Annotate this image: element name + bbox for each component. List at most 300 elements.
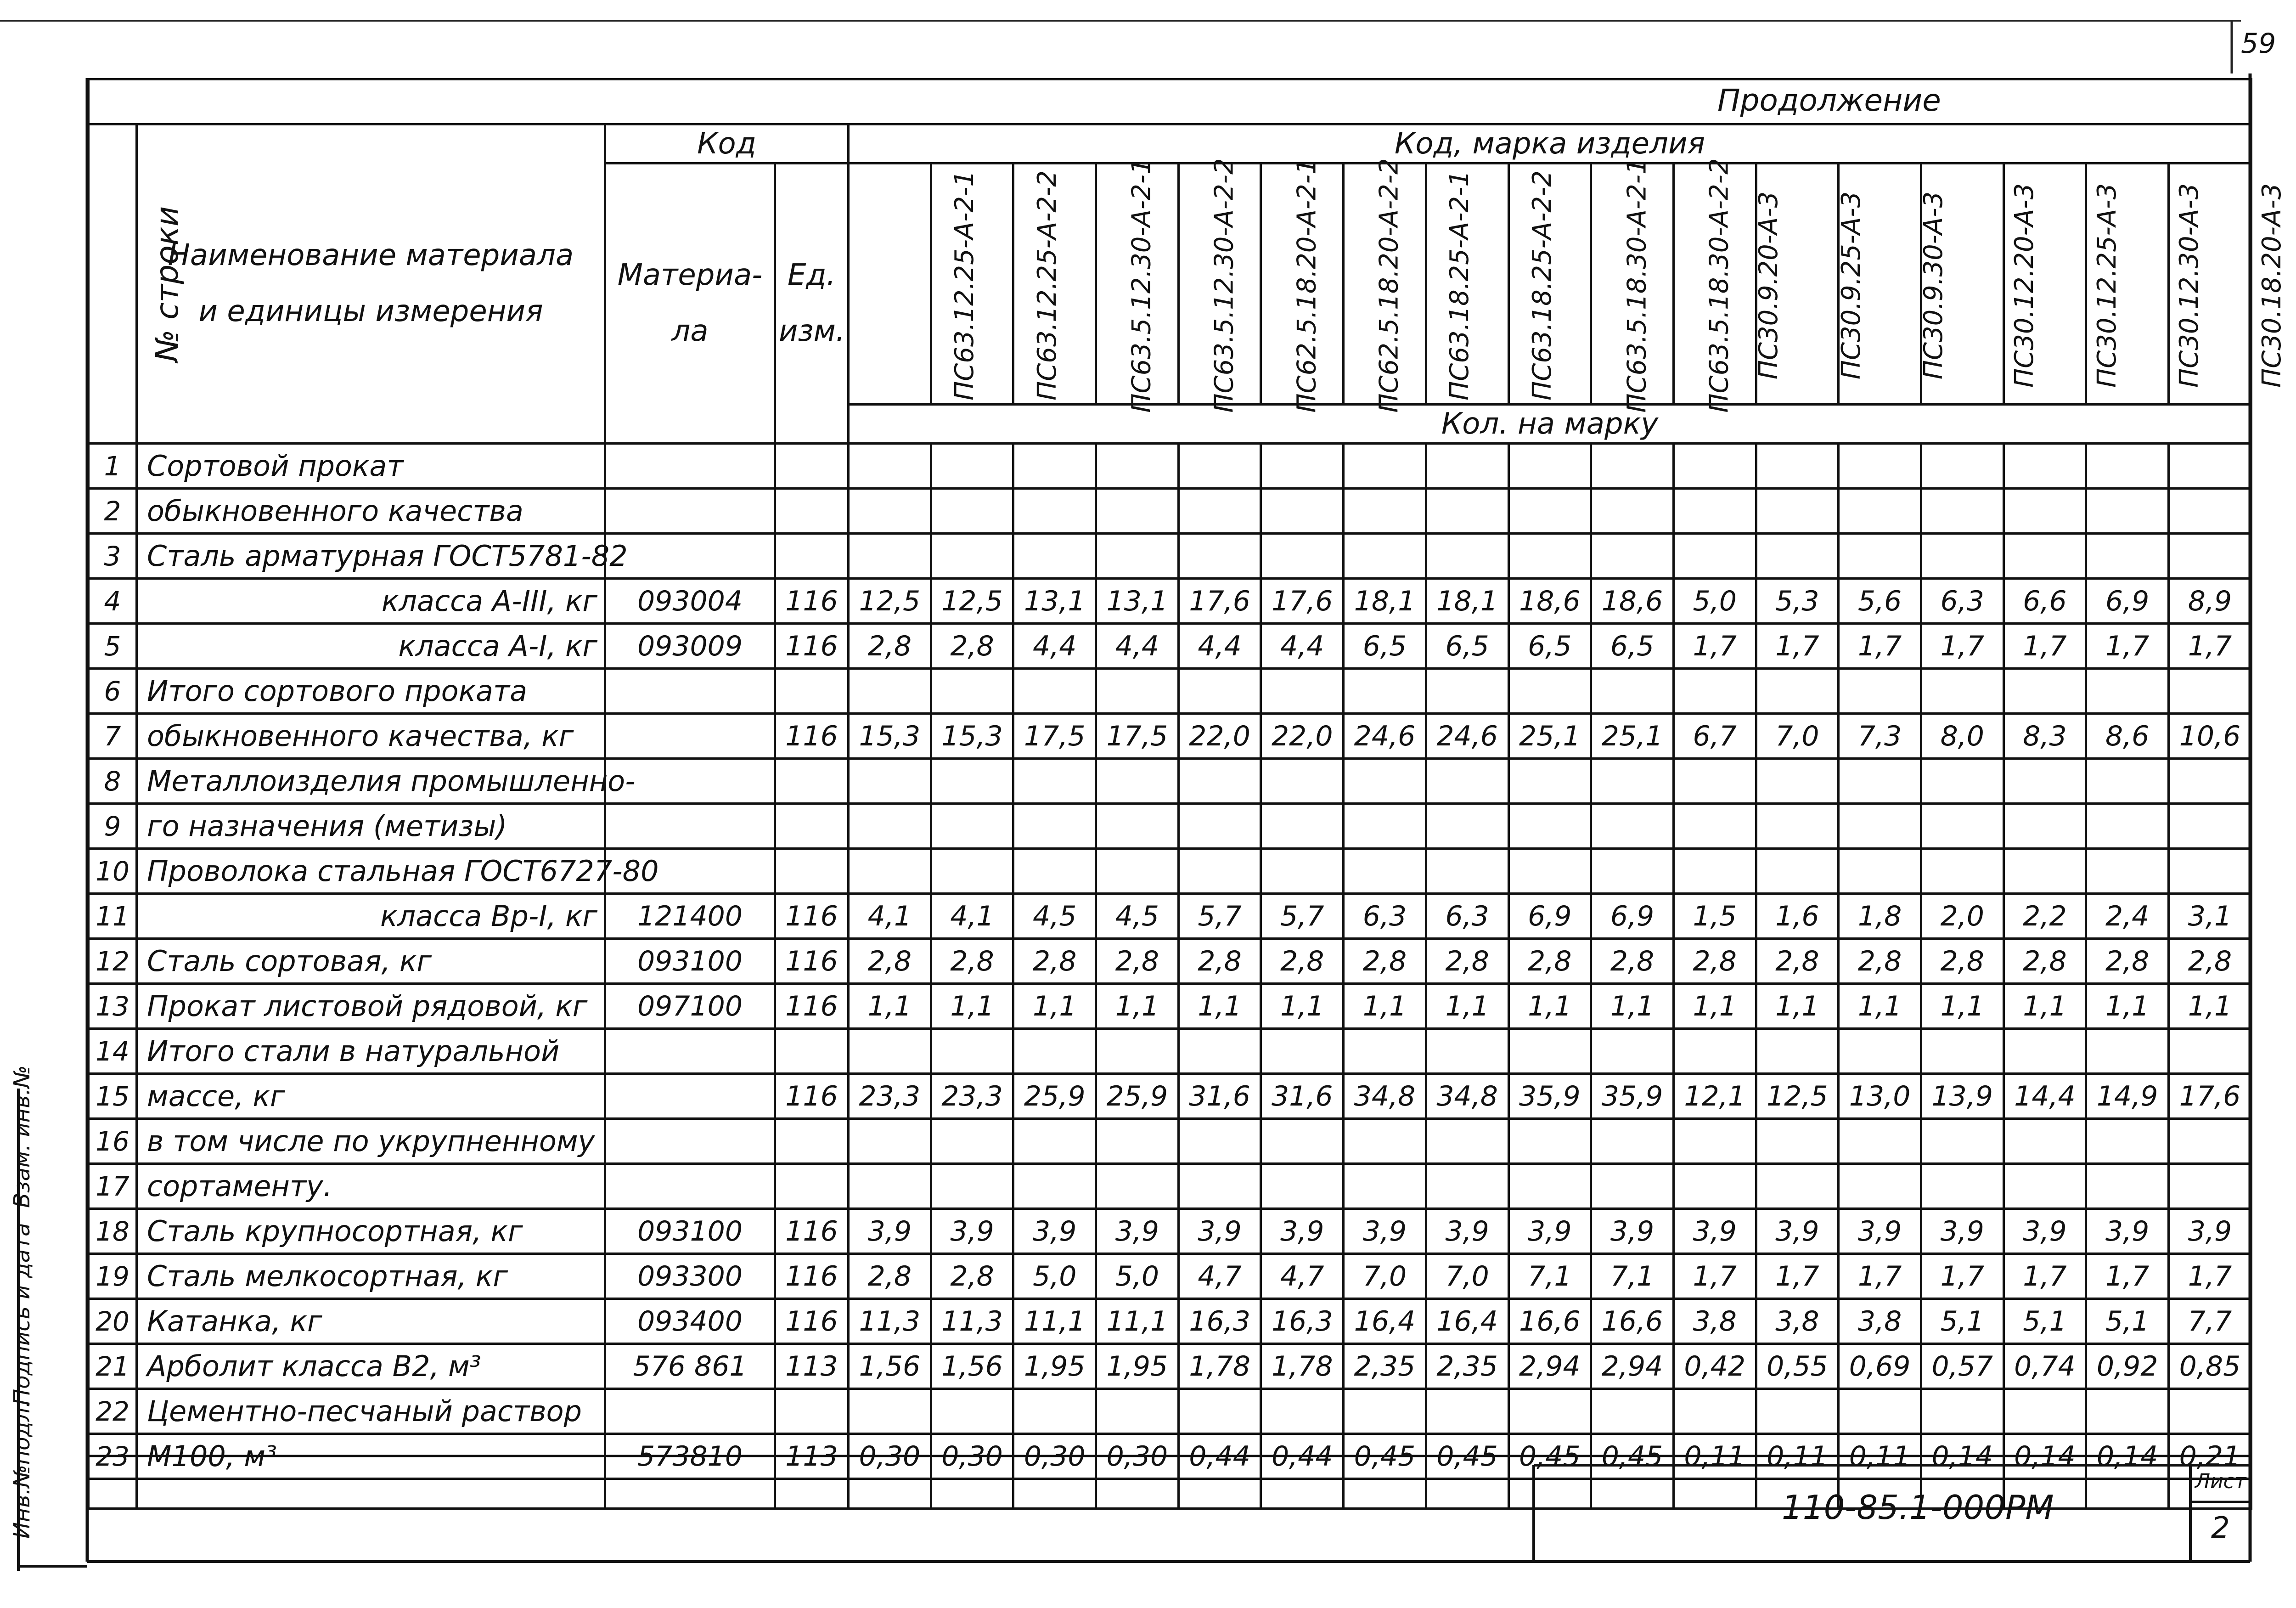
qty-cell: 2,8 <box>1344 939 1426 984</box>
qty-cell: 2,8 <box>1096 939 1179 984</box>
material-name: Арболит класса В2, м³ <box>137 1344 605 1389</box>
qty-cell: 3,9 <box>1426 1209 1508 1254</box>
qty-cell: 2,8 <box>849 939 931 984</box>
unit-code: 116 <box>775 579 849 624</box>
qty-cell: 6,5 <box>1426 624 1508 669</box>
qty-cell: 6,9 <box>2086 579 2169 624</box>
qty-cell: 6,3 <box>1426 894 1508 939</box>
qty-cell: 0,30 <box>1096 1434 1179 1479</box>
material-code: 093009 <box>605 624 775 669</box>
qty-cell: 3,9 <box>1178 1209 1261 1254</box>
qty-cell: 2,8 <box>2003 939 2086 984</box>
qty-cell: 2,8 <box>2169 939 2251 984</box>
qty-cell: 3,9 <box>1096 1209 1179 1254</box>
qty-cell: 3,9 <box>931 1209 1013 1254</box>
document-code: 110-85.1-000РМ <box>1782 1488 2054 1527</box>
material-code: 121400 <box>605 894 775 939</box>
qty-cell: 0,14 <box>1921 1434 2003 1479</box>
qty-cell: 7,3 <box>1839 714 1921 759</box>
qty-cell: 10,6 <box>2169 714 2251 759</box>
qty-cell: 2,2 <box>2003 894 2086 939</box>
qty-cell: 2,94 <box>1508 1344 1591 1389</box>
row-number: 11 <box>89 894 137 939</box>
row-number: 12 <box>89 939 137 984</box>
qty-cell: 3,9 <box>2169 1209 2251 1254</box>
qty-cell: 6,5 <box>1344 624 1426 669</box>
material-code: 573810 <box>605 1434 775 1479</box>
sheet-number: 2 <box>2211 1511 2230 1545</box>
qty-cell: 0,14 <box>2003 1434 2086 1479</box>
mark-header: ПС63.18.25-А-2-1 <box>1344 164 1426 405</box>
qty-cell: 0,11 <box>1756 1434 1839 1479</box>
qty-cell: 1,7 <box>1673 1254 1756 1299</box>
qty-cell: 1,7 <box>1839 1254 1921 1299</box>
mark-header: ПС30.9.30-А-3 <box>1839 164 1921 405</box>
qty-cell: 16,3 <box>1261 1299 1344 1344</box>
qty-cell: 0,55 <box>1756 1344 1839 1389</box>
qty-cell: 31,6 <box>1178 1074 1261 1119</box>
row-number: 7 <box>89 714 137 759</box>
qty-cell: 0,44 <box>1261 1434 1344 1479</box>
qty-cell: 34,8 <box>1344 1074 1426 1119</box>
material-name: массе, кг <box>137 1074 605 1119</box>
qty-cell: 4,4 <box>1178 624 1261 669</box>
qty-cell: 16,4 <box>1426 1299 1508 1344</box>
row-number: 17 <box>89 1164 137 1209</box>
qty-cell: 2,8 <box>1756 939 1839 984</box>
qty-cell: 0,74 <box>2003 1344 2086 1389</box>
qty-cell: 8,0 <box>1921 714 2003 759</box>
row-number: 3 <box>89 534 137 579</box>
qty-cell: 2,8 <box>1013 939 1096 984</box>
qty-cell: 4,4 <box>1261 624 1344 669</box>
qty-cell: 16,3 <box>1178 1299 1261 1344</box>
material-name: Сталь сортовая, кг <box>137 939 605 984</box>
qty-cell: 25,1 <box>1508 714 1591 759</box>
qty-cell: 1,1 <box>2003 984 2086 1029</box>
qty-cell: 11,3 <box>849 1299 931 1344</box>
qty-cell: 17,6 <box>1261 579 1344 624</box>
qty-cell: 1,7 <box>2003 1254 2086 1299</box>
qty-cell: 22,0 <box>1261 714 1344 759</box>
qty-cell: 0,44 <box>1178 1434 1261 1479</box>
qty-cell: 1,78 <box>1178 1344 1261 1389</box>
qty-cell: 5,3 <box>1756 579 1839 624</box>
qty-cell: 13,9 <box>1921 1074 2003 1119</box>
qty-cell: 7,1 <box>1508 1254 1591 1299</box>
qty-cell: 1,95 <box>1096 1344 1179 1389</box>
qty-cell: 5,0 <box>1096 1254 1179 1299</box>
qty-cell: 3,9 <box>1839 1209 1921 1254</box>
qty-cell: 0,11 <box>1673 1434 1756 1479</box>
qty-cell: 12,5 <box>849 579 931 624</box>
qty-cell: 4,5 <box>1013 894 1096 939</box>
material-name: Прокат листовой рядовой, кг <box>137 984 605 1029</box>
mark-header: ПС63.5.12.30-А-2-2 <box>1096 164 1179 405</box>
qty-cell: 8,6 <box>2086 714 2169 759</box>
qty-cell: 7,1 <box>1591 1254 1674 1299</box>
qty-cell: 3,9 <box>1013 1209 1096 1254</box>
qty-cell: 1,78 <box>1261 1344 1344 1389</box>
material-code: 576 861 <box>605 1344 775 1389</box>
unit-code: 116 <box>775 939 849 984</box>
material-code: 093100 <box>605 1209 775 1254</box>
row-number: 18 <box>89 1209 137 1254</box>
header-qty-per-mark: Кол. на марку <box>849 405 2251 444</box>
qty-cell: 1,95 <box>1013 1344 1096 1389</box>
qty-cell: 17,5 <box>1096 714 1179 759</box>
unit-code: 116 <box>775 1074 849 1119</box>
material-name: сортаменту. <box>137 1164 605 1209</box>
qty-cell: 17,6 <box>2169 1074 2251 1119</box>
material-name: Проволока стальная ГОСТ6727-80 <box>137 849 605 894</box>
sheet-corner-number: 59 <box>2241 28 2276 60</box>
qty-cell: 13,1 <box>1013 579 1096 624</box>
mark-header: ПС62.5.18.20-А-2-1 <box>1178 164 1261 405</box>
qty-cell: 1,1 <box>1839 984 1921 1029</box>
qty-cell: 8,3 <box>2003 714 2086 759</box>
material-code: 093100 <box>605 939 775 984</box>
unit-code: 116 <box>775 714 849 759</box>
mark-header: ПС63.5.12.30-А-2-1 <box>1013 164 1096 405</box>
qty-cell: 5,0 <box>1013 1254 1096 1299</box>
qty-cell: 0,92 <box>2086 1344 2169 1389</box>
unit-code: 113 <box>775 1344 849 1389</box>
qty-cell: 16,6 <box>1591 1299 1674 1344</box>
qty-cell: 6,6 <box>2003 579 2086 624</box>
qty-cell: 0,69 <box>1839 1344 1921 1389</box>
qty-cell: 17,5 <box>1013 714 1096 759</box>
mark-header: ПС63.5.18.30-А-2-2 <box>1591 164 1674 405</box>
row-number: 16 <box>89 1119 137 1164</box>
qty-cell: 12,1 <box>1673 1074 1756 1119</box>
material-name: Металлоизделия промышленно- <box>137 759 605 804</box>
qty-cell: 25,9 <box>1013 1074 1096 1119</box>
qty-cell: 18,6 <box>1591 579 1674 624</box>
qty-cell: 1,7 <box>1673 624 1756 669</box>
qty-cell: 1,7 <box>1839 624 1921 669</box>
qty-cell: 1,1 <box>1673 984 1756 1029</box>
row-number: 20 <box>89 1299 137 1344</box>
qty-cell: 23,3 <box>849 1074 931 1119</box>
header-material-line2: ла <box>671 314 709 348</box>
material-code: 093400 <box>605 1299 775 1344</box>
mark-header: ПС30.12.30-А-3 <box>2086 164 2169 405</box>
qty-cell: 4,4 <box>1096 624 1179 669</box>
unit-code: 116 <box>775 1299 849 1344</box>
qty-cell: 2,94 <box>1591 1344 1674 1389</box>
unit-code: 116 <box>775 984 849 1029</box>
qty-cell: 1,1 <box>1591 984 1674 1029</box>
qty-cell: 2,8 <box>849 1254 931 1299</box>
row-number: 15 <box>89 1074 137 1119</box>
qty-cell: 3,9 <box>2003 1209 2086 1254</box>
mark-header: ПС30.12.25-А-3 <box>2003 164 2086 405</box>
qty-cell: 1,1 <box>1508 984 1591 1029</box>
unit-code: 116 <box>775 1254 849 1299</box>
qty-cell: 4,5 <box>1096 894 1179 939</box>
qty-cell: 18,1 <box>1344 579 1426 624</box>
qty-cell: 25,1 <box>1591 714 1674 759</box>
qty-cell: 3,9 <box>1756 1209 1839 1254</box>
row-number: 23 <box>89 1434 137 1479</box>
qty-cell: 2,8 <box>2086 939 2169 984</box>
inv-no-label: Инв.№подл. <box>9 1400 35 1539</box>
qty-cell: 4,7 <box>1178 1254 1261 1299</box>
qty-cell: 1,7 <box>1921 624 2003 669</box>
qty-cell: 5,6 <box>1839 579 1921 624</box>
header-unit-line1: Ед. <box>787 258 836 292</box>
qty-cell: 5,0 <box>1673 579 1756 624</box>
material-name: М100, м³ <box>137 1434 605 1479</box>
header-name-line2: и единицы измерения <box>198 294 543 328</box>
qty-cell: 0,42 <box>1673 1344 1756 1389</box>
qty-cell: 0,45 <box>1344 1434 1426 1479</box>
material-name: Итого сортового проката <box>137 669 605 714</box>
qty-cell: 2,8 <box>1178 939 1261 984</box>
qty-cell: 24,6 <box>1426 714 1508 759</box>
qty-cell: 5,7 <box>1178 894 1261 939</box>
qty-cell: 1,7 <box>2169 624 2251 669</box>
row-number: 2 <box>89 489 137 534</box>
unit-code: 113 <box>775 1434 849 1479</box>
mark-header: ПС30.9.20-А-3 <box>1673 164 1756 405</box>
qty-cell: 4,1 <box>849 894 931 939</box>
qty-cell: 0,85 <box>2169 1344 2251 1389</box>
qty-cell: 6,3 <box>1344 894 1426 939</box>
qty-cell: 0,30 <box>1013 1434 1096 1479</box>
row-number: 8 <box>89 759 137 804</box>
qty-cell: 3,1 <box>2169 894 2251 939</box>
qty-cell: 24,6 <box>1344 714 1426 759</box>
qty-cell: 1,7 <box>1756 1254 1839 1299</box>
qty-cell: 25,9 <box>1096 1074 1179 1119</box>
mark-header: ПС30.12.20-А-3 <box>1921 164 2003 405</box>
qty-cell: 35,9 <box>1508 1074 1591 1119</box>
qty-cell: 3,8 <box>1673 1299 1756 1344</box>
qty-cell: 2,8 <box>1673 939 1756 984</box>
qty-cell: 6,3 <box>1921 579 2003 624</box>
row-number: 4 <box>89 579 137 624</box>
qty-cell: 1,6 <box>1756 894 1839 939</box>
material-name: обыкновенного качества, кг <box>137 714 605 759</box>
qty-cell: 2,8 <box>1921 939 2003 984</box>
qty-cell: 4,1 <box>931 894 1013 939</box>
material-name: класса Вр-I, кг <box>137 894 605 939</box>
header-name-line1: Наименование материала <box>168 238 574 273</box>
qty-cell: 7,7 <box>2169 1299 2251 1344</box>
row-number: 5 <box>89 624 137 669</box>
qty-cell: 35,9 <box>1591 1074 1674 1119</box>
qty-cell: 14,4 <box>2003 1074 2086 1119</box>
qty-cell: 12,5 <box>931 579 1013 624</box>
qty-cell: 3,9 <box>1344 1209 1426 1254</box>
qty-cell: 5,1 <box>2086 1299 2169 1344</box>
qty-cell: 16,4 <box>1344 1299 1426 1344</box>
row-number: 9 <box>89 804 137 849</box>
qty-cell: 2,8 <box>931 939 1013 984</box>
row-number: 6 <box>89 669 137 714</box>
unit-code: 116 <box>775 1209 849 1254</box>
qty-cell: 4,4 <box>1013 624 1096 669</box>
row-number: 10 <box>89 849 137 894</box>
qty-cell: 14,9 <box>2086 1074 2169 1119</box>
qty-cell: 2,0 <box>1921 894 2003 939</box>
header-code: Код <box>605 124 849 164</box>
qty-cell: 31,6 <box>1261 1074 1344 1119</box>
mark-header: ПС63.18.25-А-2-2 <box>1426 164 1508 405</box>
qty-cell: 3,9 <box>1921 1209 2003 1254</box>
material-name: обыкновенного качества <box>137 489 605 534</box>
qty-cell: 15,3 <box>931 714 1013 759</box>
qty-cell: 11,3 <box>931 1299 1013 1344</box>
qty-cell: 3,9 <box>1673 1209 1756 1254</box>
header-unit-line2: изм. <box>779 314 845 348</box>
qty-cell: 5,7 <box>1261 894 1344 939</box>
mark-header: ПС30.18.20-А-3 <box>2169 164 2251 405</box>
mark-header: ПС63.5.18.30-А-2-1 <box>1508 164 1591 405</box>
qty-cell: 2,8 <box>1839 939 1921 984</box>
qty-cell: 2,8 <box>1426 939 1508 984</box>
row-number: 19 <box>89 1254 137 1299</box>
qty-cell: 4,7 <box>1261 1254 1344 1299</box>
row-number: 13 <box>89 984 137 1029</box>
material-name: Сталь арматурная ГОСТ5781-82 <box>137 534 605 579</box>
qty-cell: 2,4 <box>2086 894 2169 939</box>
qty-cell: 1,5 <box>1673 894 1756 939</box>
qty-cell: 2,8 <box>931 1254 1013 1299</box>
mark-header: ПС30.9.25-А-3 <box>1756 164 1839 405</box>
material-name: го назначения (метизы) <box>137 804 605 849</box>
qty-cell: 0,45 <box>1508 1434 1591 1479</box>
qty-cell: 1,1 <box>1426 984 1508 1029</box>
qty-cell: 2,35 <box>1426 1344 1508 1389</box>
qty-cell: 1,1 <box>849 984 931 1029</box>
qty-cell: 1,7 <box>1756 624 1839 669</box>
qty-cell: 1,1 <box>1178 984 1261 1029</box>
qty-cell: 7,0 <box>1426 1254 1508 1299</box>
qty-cell: 1,7 <box>2086 1254 2169 1299</box>
qty-cell: 3,9 <box>2086 1209 2169 1254</box>
qty-cell: 2,8 <box>849 624 931 669</box>
qty-cell: 1,8 <box>1839 894 1921 939</box>
qty-cell: 2,8 <box>1591 939 1674 984</box>
row-number: 21 <box>89 1344 137 1389</box>
material-code: 093004 <box>605 579 775 624</box>
qty-cell: 2,8 <box>1261 939 1344 984</box>
qty-cell: 5,1 <box>2003 1299 2086 1344</box>
qty-cell: 0,45 <box>1591 1434 1674 1479</box>
qty-cell: 15,3 <box>849 714 931 759</box>
qty-cell: 6,9 <box>1591 894 1674 939</box>
row-number: 1 <box>89 444 137 489</box>
qty-cell: 2,35 <box>1344 1344 1426 1389</box>
qty-cell: 1,7 <box>2169 1254 2251 1299</box>
qty-cell: 3,9 <box>1591 1209 1674 1254</box>
material-name: Сталь мелкосортная, кг <box>137 1254 605 1299</box>
unit-code: 116 <box>775 894 849 939</box>
material-name: Итого стали в натуральной <box>137 1029 605 1074</box>
qty-cell: 11,1 <box>1013 1299 1096 1344</box>
qty-cell: 22,0 <box>1178 714 1261 759</box>
qty-cell: 1,7 <box>2086 624 2169 669</box>
row-number: 22 <box>89 1389 137 1434</box>
qty-cell: 1,1 <box>1921 984 2003 1029</box>
qty-cell: 3,9 <box>849 1209 931 1254</box>
unit-code: 116 <box>775 624 849 669</box>
qty-cell: 1,56 <box>849 1344 931 1389</box>
material-name: класса А-I, кг <box>137 624 605 669</box>
qty-cell: 3,8 <box>1756 1299 1839 1344</box>
qty-cell: 0,57 <box>1921 1344 2003 1389</box>
qty-cell: 16,6 <box>1508 1299 1591 1344</box>
material-code: 097100 <box>605 984 775 1029</box>
qty-cell: 0,30 <box>849 1434 931 1479</box>
header-product-code: Код, марка изделия <box>849 124 2251 164</box>
qty-cell: 17,6 <box>1178 579 1261 624</box>
material-name: Сортовой прокат <box>137 444 605 489</box>
qty-cell: 0,14 <box>2086 1434 2169 1479</box>
qty-cell: 1,7 <box>2003 624 2086 669</box>
qty-cell: 0,11 <box>1839 1434 1921 1479</box>
mark-header: ПС63.12.25-А-2-2 <box>931 164 1013 405</box>
qty-cell: 3,9 <box>1508 1209 1591 1254</box>
mark-header: ПС63.12.25-А-2-1 <box>849 164 931 405</box>
qty-cell: 18,1 <box>1426 579 1508 624</box>
qty-cell: 6,7 <box>1673 714 1756 759</box>
qty-cell: 1,1 <box>931 984 1013 1029</box>
qty-cell: 0,45 <box>1426 1434 1508 1479</box>
qty-cell: 23,3 <box>931 1074 1013 1119</box>
qty-cell: 18,6 <box>1508 579 1591 624</box>
qty-cell: 11,1 <box>1096 1299 1179 1344</box>
qty-cell: 1,56 <box>931 1344 1013 1389</box>
qty-cell: 34,8 <box>1426 1074 1508 1119</box>
header-material-line1: Материа- <box>617 258 763 292</box>
qty-cell: 0,21 <box>2169 1434 2251 1479</box>
continuation-label: Продолжение <box>1717 83 1941 118</box>
signature-date-label: Подпись и дата <box>9 1223 35 1405</box>
qty-cell: 1,1 <box>1756 984 1839 1029</box>
qty-cell: 3,8 <box>1839 1299 1921 1344</box>
row-number: 14 <box>89 1029 137 1074</box>
replaces-inv-label: Взам. инв.№ <box>9 1065 35 1208</box>
qty-cell: 1,7 <box>1921 1254 2003 1299</box>
qty-cell: 6,5 <box>1591 624 1674 669</box>
qty-cell: 7,0 <box>1756 714 1839 759</box>
qty-cell: 12,5 <box>1756 1074 1839 1119</box>
qty-cell: 2,8 <box>931 624 1013 669</box>
qty-cell: 0,30 <box>931 1434 1013 1479</box>
qty-cell: 2,8 <box>1508 939 1591 984</box>
qty-cell: 1,1 <box>1013 984 1096 1029</box>
material-name: класса А-III, кг <box>137 579 605 624</box>
qty-cell: 1,1 <box>1344 984 1426 1029</box>
qty-cell: 8,9 <box>2169 579 2251 624</box>
material-name: Сталь крупносортная, кг <box>137 1209 605 1254</box>
qty-cell: 1,1 <box>2086 984 2169 1029</box>
material-name: Цементно-песчаный раствор <box>137 1389 605 1434</box>
sheet-label: Лист <box>2195 1470 2246 1493</box>
qty-cell: 1,1 <box>1261 984 1344 1029</box>
material-name: Катанка, кг <box>137 1299 605 1344</box>
qty-cell: 3,9 <box>1261 1209 1344 1254</box>
qty-cell: 13,1 <box>1096 579 1179 624</box>
qty-cell: 13,0 <box>1839 1074 1921 1119</box>
qty-cell: 1,1 <box>1096 984 1179 1029</box>
material-code: 093300 <box>605 1254 775 1299</box>
header-row-no: № строки <box>89 124 137 444</box>
